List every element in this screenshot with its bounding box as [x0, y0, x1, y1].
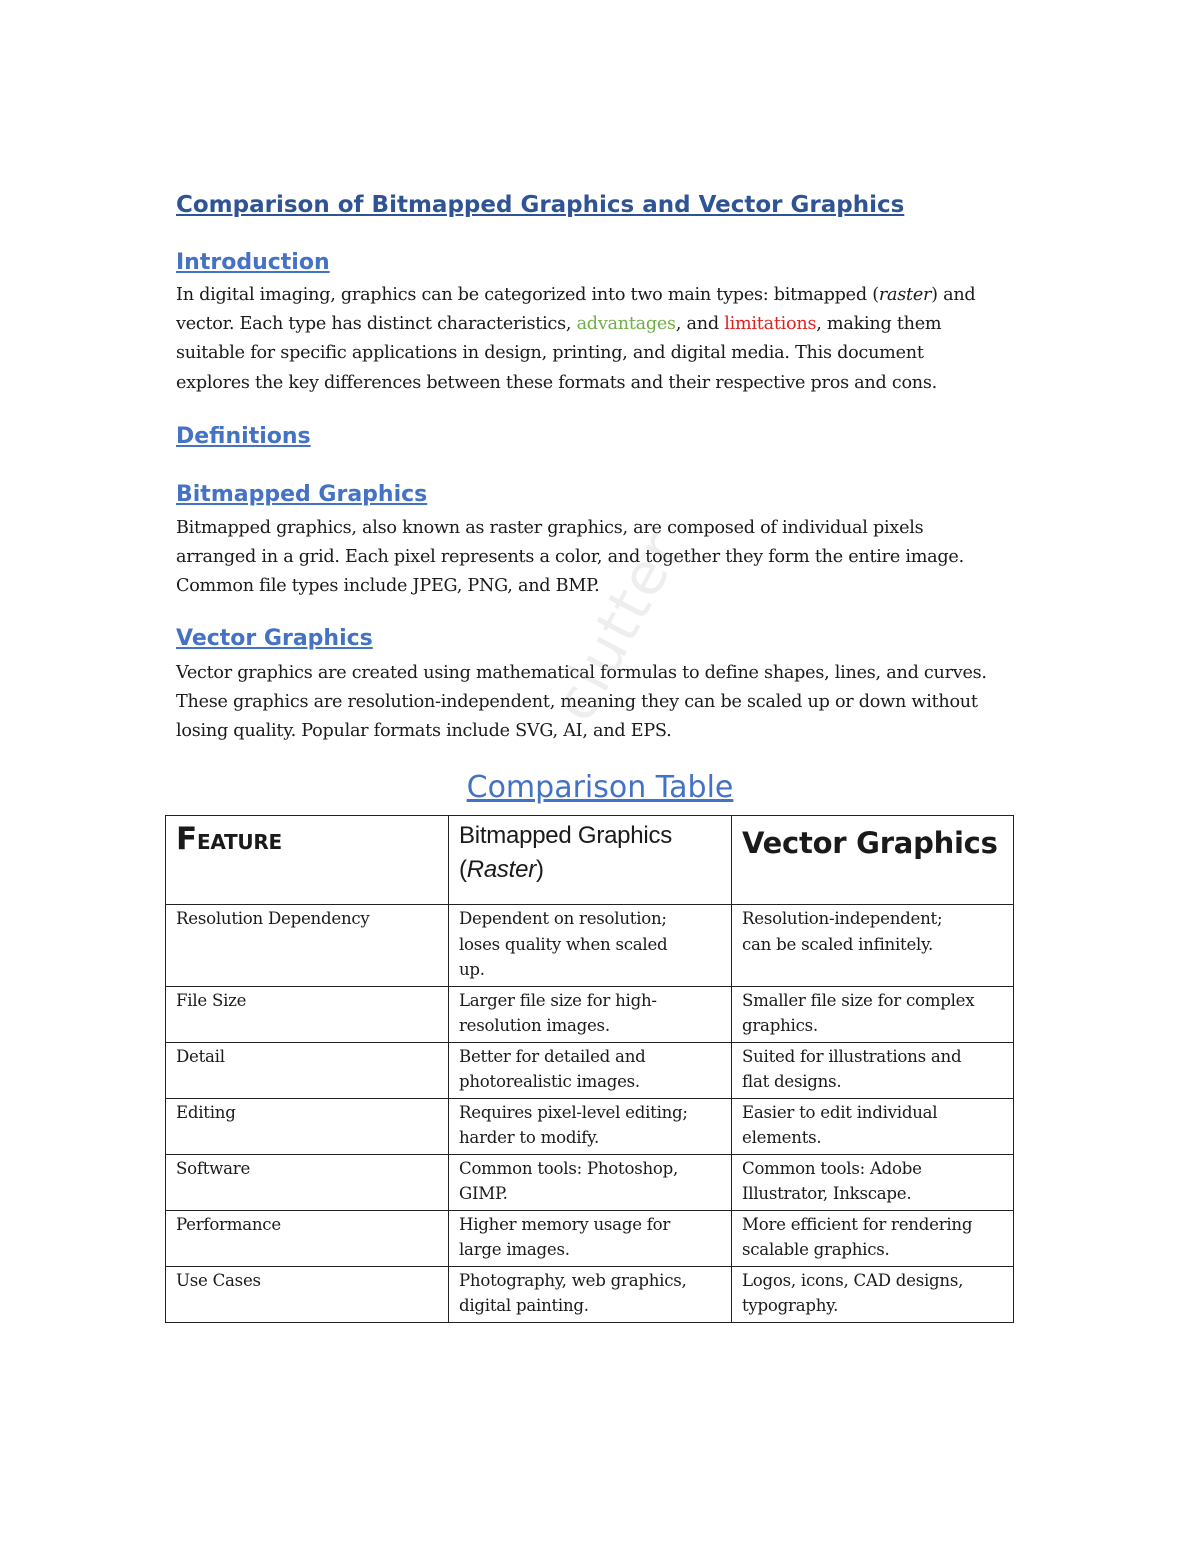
cell-bitmapped: Common tools: Photoshop, GIMP.: [449, 1154, 732, 1210]
table-header-row: [166, 816, 1014, 905]
intro-line-4: explores the key differences between these formats and their respective pros and cons.: [176, 372, 938, 393]
table-row: [166, 1042, 1014, 1098]
bitmapped-line: Common file types include JPEG, PNG, and BMP.: [176, 576, 600, 597]
advantages-term: advantages: [576, 314, 676, 335]
cell-feature: Detail: [166, 1042, 449, 1098]
table-row: [166, 1210, 1014, 1266]
cell-feature: Software: [166, 1154, 449, 1210]
cell-bitmapped: Requires pixel-level editing; harder to modify.: [449, 1098, 732, 1154]
bitmapped-heading: Bitmapped Graphics: [176, 482, 428, 507]
definitions-heading: Definitions: [176, 424, 311, 449]
vector-line: losing quality. Popular formats include SVG, AI, and EPS.: [176, 721, 672, 742]
cell-vector: Easier to edit individual elements.: [732, 1098, 1014, 1154]
table-row: [166, 1154, 1014, 1210]
bitmapped-line: Bitmapped graphics, also known as raster graphics, are composed of individual pixels: [176, 518, 924, 538]
table-row: [166, 1098, 1014, 1154]
cell-bitmapped: Photography, web graphics, digital painting.: [449, 1266, 732, 1322]
cell-feature: Performance: [166, 1210, 449, 1266]
bitmapped-line: arranged in a grid. Each pixel represents a color, and together they form the entire image.: [176, 547, 964, 568]
comparison-table-title: Comparison Table: [466, 770, 734, 805]
cell-vector: Logos, icons, CAD designs, typography.: [732, 1266, 1014, 1322]
cell-vector: Resolution-independent; can be scaled infinitely.: [732, 905, 1014, 987]
cell-feature: Resolution Dependency: [166, 905, 449, 987]
cell-feature: Use Cases: [166, 1266, 449, 1322]
document-title: Comparison of Bitmapped Graphics and Vector Graphics: [176, 192, 905, 218]
raster-term: raster: [878, 285, 932, 305]
cell-bitmapped: Larger file size for high- resolution images.: [449, 986, 732, 1042]
cell-feature: File Size: [166, 986, 449, 1042]
comparison-table: [165, 815, 1014, 1323]
limitations-term: limitations: [724, 314, 817, 335]
table-row: [166, 905, 1014, 987]
cell-vector: Suited for illustrations and flat designs.: [732, 1042, 1014, 1098]
cell-bitmapped: Dependent on resolution; loses quality when scaled up.: [449, 905, 732, 987]
cell-vector: Smaller file size for complex graphics.: [732, 986, 1014, 1042]
intro-line-1: In digital imaging, graphics can be categorized into two main types: bitmapped (raster) and: [176, 285, 976, 305]
cell-bitmapped: Higher memory usage for large images.: [449, 1210, 732, 1266]
vector-heading: Vector Graphics: [176, 626, 373, 651]
header-vector: Vector Graphics: [732, 816, 1014, 905]
cell-vector: Common tools: Adobe Illustrator, Inkscape.: [732, 1154, 1014, 1210]
vector-line: Vector graphics are created using mathematical formulas to define shapes, lines, and curves.: [176, 663, 987, 683]
table-row: [166, 1266, 1014, 1322]
vector-line: These graphics are resolution-independent, meaning they can be scaled up or down without: [176, 692, 978, 713]
header-bitmapped: Bitmapped Graphics (Raster): [449, 816, 732, 905]
watermark: clutter: [540, 520, 696, 732]
header-feature: FEATURE: [166, 816, 449, 905]
intro-line-2: vector. Each type has distinct characteristics, advantages, and limitations, making them: [176, 314, 942, 335]
introduction-paragraph: [176, 281, 1036, 398]
cell-vector: More efficient for rendering scalable graphics.: [732, 1210, 1014, 1266]
cell-feature: Editing: [166, 1098, 449, 1154]
cell-bitmapped: Better for detailed and photorealistic images.: [449, 1042, 732, 1098]
intro-line-3: suitable for specific applications in design, printing, and digital media. This document: [176, 343, 924, 364]
introduction-heading: Introduction: [176, 250, 330, 275]
table-row: [166, 986, 1014, 1042]
